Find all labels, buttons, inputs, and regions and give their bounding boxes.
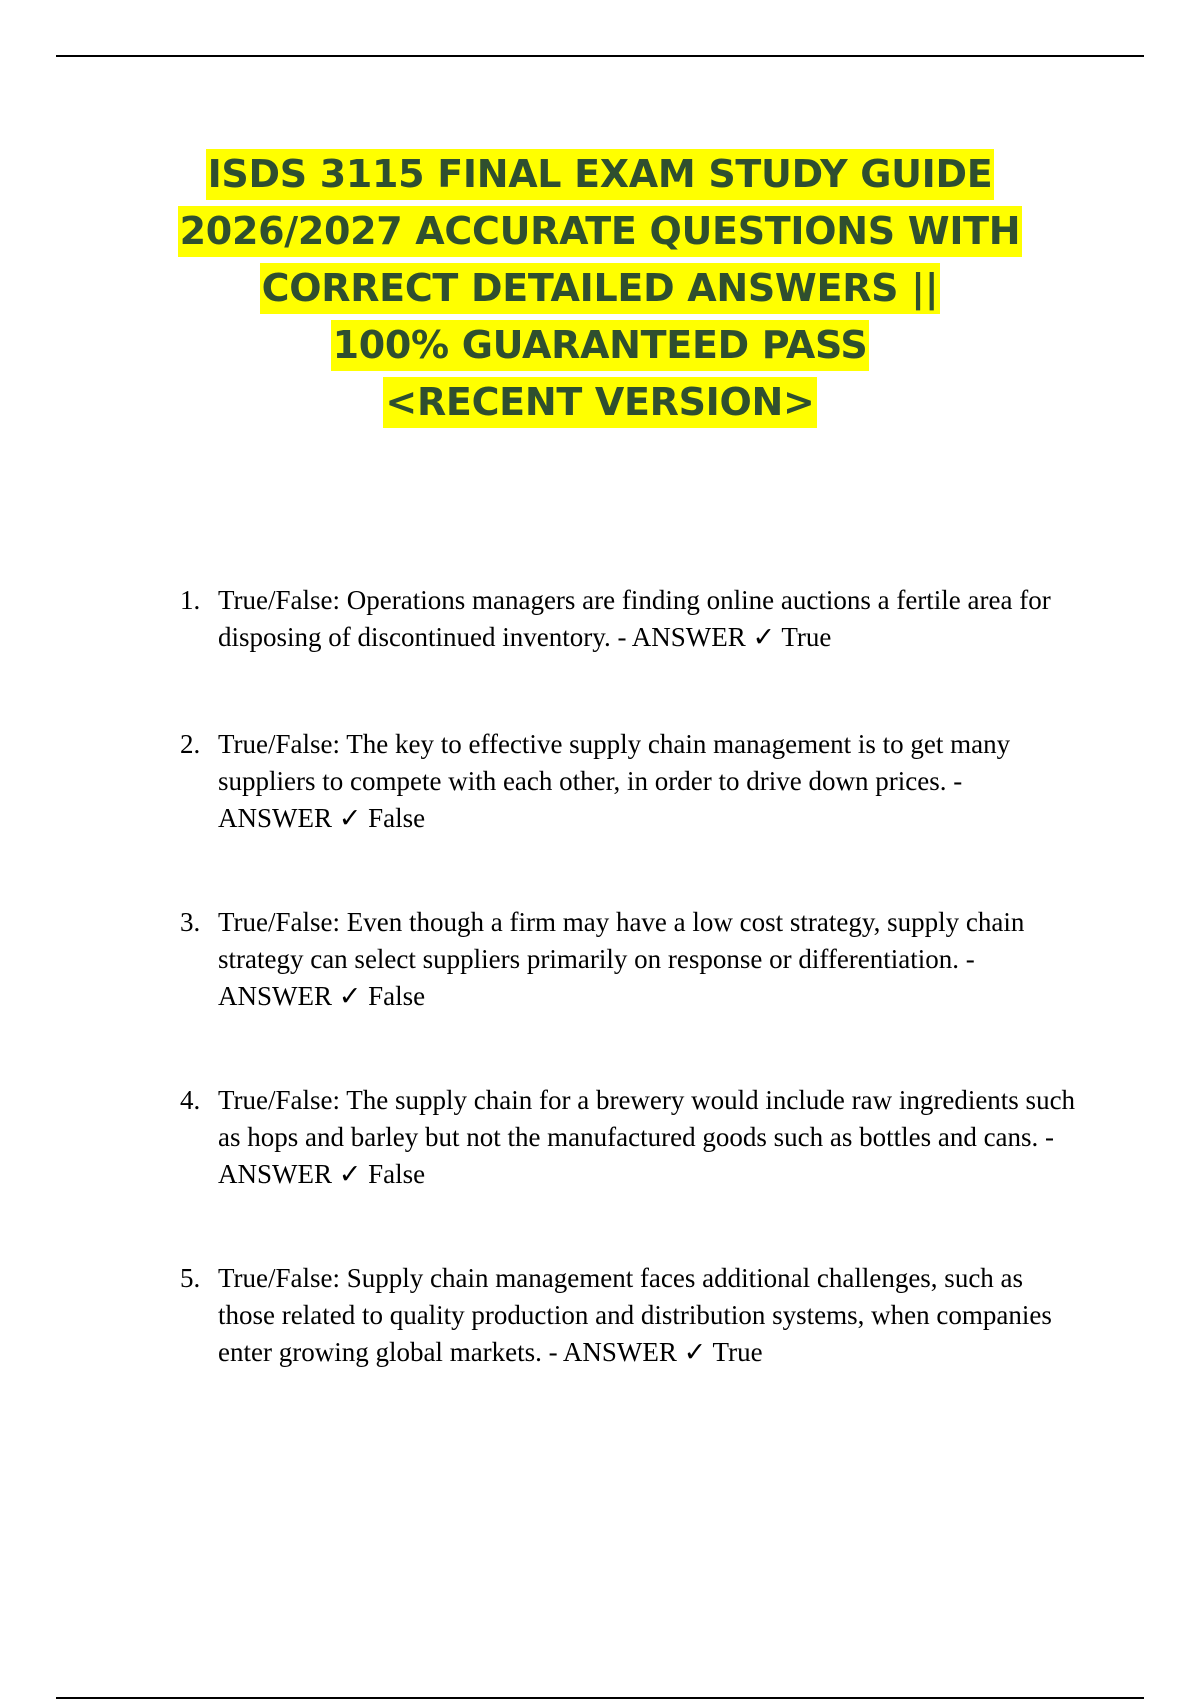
question-item	[180, 726, 1080, 837]
question-text: True/False: Supply chain management faces additional challenges, such as those related to quality production and distribution systems, when companies enter growing global markets. - ANSWER ✓ True	[218, 1263, 1052, 1367]
question-number: 1.	[180, 585, 201, 615]
title-line	[100, 317, 1100, 374]
title-line-text: CORRECT DETAILED ANSWERS ||	[260, 263, 941, 314]
title-line	[100, 374, 1100, 431]
question-number: 2.	[180, 729, 201, 759]
title-line	[100, 146, 1100, 203]
title-line-text: 100% GUARANTEED PASS	[331, 320, 870, 371]
title-line-text: ISDS 3115 FINAL EXAM STUDY GUIDE	[206, 149, 995, 200]
question-item	[180, 582, 1080, 656]
question-number: 4.	[180, 1085, 201, 1115]
question-text: True/False: Operations managers are finding online auctions a fertile area for disposing of discontinued inventory. - ANSWER ✓ True	[218, 585, 1051, 652]
question-text: True/False: The supply chain for a brewery would include raw ingredients such as hops and barley but not the manufactured goods such as bottles and cans. - ANSWER ✓ False	[218, 1085, 1076, 1189]
question-text: True/False: Even though a firm may have a low cost strategy, supply chain strategy can select suppliers primarily on response or differentiation. - ANSWER ✓ False	[218, 907, 1025, 1011]
top-rule	[56, 55, 1144, 57]
question-item	[180, 1260, 1080, 1371]
question-item	[180, 1082, 1080, 1193]
bottom-rule	[56, 1697, 1144, 1699]
question-number: 3.	[180, 907, 201, 937]
title-line-text: <RECENT VERSION>	[383, 377, 816, 428]
title-line	[100, 203, 1100, 260]
document-title	[100, 146, 1100, 431]
title-line-text: 2026/2027 ACCURATE QUESTIONS WITH	[178, 206, 1023, 257]
title-line	[100, 260, 1100, 317]
question-item	[180, 904, 1080, 1015]
question-text: True/False: The key to effective supply chain management is to get many suppliers to compete with each other, in order to drive down prices. - ANSWER ✓ False	[218, 729, 1011, 833]
question-number: 5.	[180, 1263, 201, 1293]
